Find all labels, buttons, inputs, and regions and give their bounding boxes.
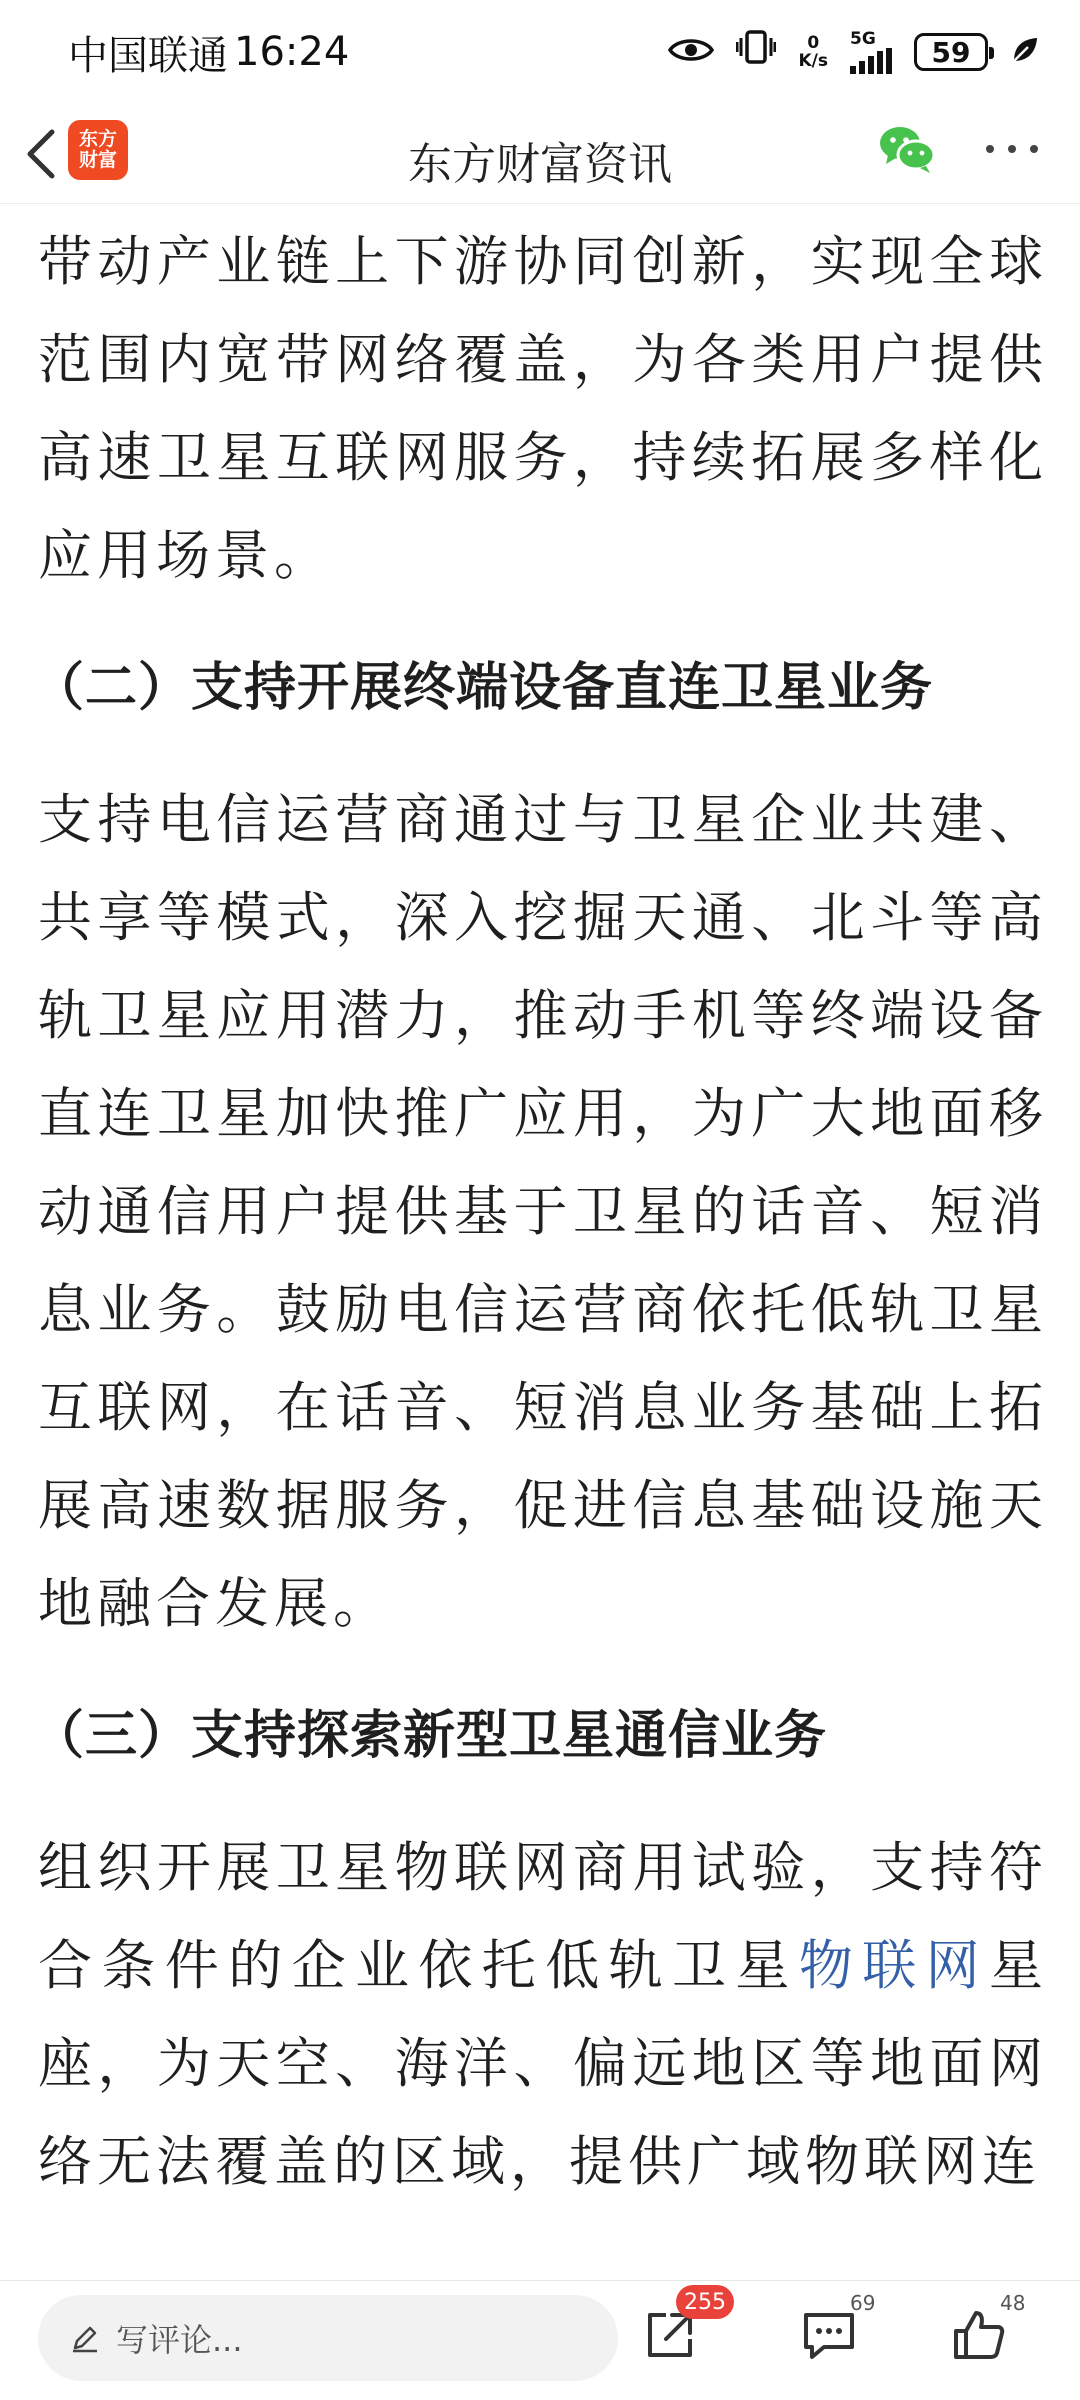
clock: 16:24 xyxy=(234,29,350,75)
more-options-button[interactable] xyxy=(986,134,1038,164)
like-button[interactable] xyxy=(950,2291,1026,2367)
keyword-link[interactable]: 物联网 xyxy=(798,1934,990,1997)
article-content[interactable] xyxy=(0,205,1080,2280)
back-button[interactable] xyxy=(22,128,62,180)
battery-icon xyxy=(914,33,988,71)
article-paragraph xyxy=(38,1819,1048,2211)
section-heading: （二）支持开展终端设备直连卫星业务 xyxy=(32,658,934,718)
leaf-icon xyxy=(1010,29,1040,75)
carrier-name: 中国联通 xyxy=(68,32,228,79)
article-paragraph: 支持电信运营商通过与卫星企业共建、共享等模式，深入挖掘天通、北斗等高轨卫星应用潜力，推动手机等终端设备直连卫星加快推广应用，为广大地面移动通信用户提供基于卫星的话音、短消息业务。鼓励电信运营商依托低轨卫星互联网，在话音、短消息业务基础上拓展高速数据服务，促进信息基础设施天地融合发展。 xyxy=(38,788,1048,1635)
article-paragraph: 带动产业链上下游协同创新，实现全球范围内宽带网络覆盖，为各类用户提供高速卫星互联网服务，持续拓展多样化应用场景。 xyxy=(38,230,1048,587)
like-count: 48 xyxy=(1000,2291,1026,2315)
wechat-icon xyxy=(878,122,936,176)
chevron-left-icon xyxy=(22,128,62,180)
article-body xyxy=(32,205,1049,2245)
comment-count: 69 xyxy=(850,2291,876,2315)
eye-icon xyxy=(668,29,714,75)
signal-bars-icon xyxy=(850,48,892,74)
network-type: 5G xyxy=(850,29,876,49)
share-count-badge: 255 xyxy=(676,2285,734,2319)
comment-input[interactable] xyxy=(38,2295,618,2381)
app-logo[interactable] xyxy=(68,120,128,180)
thumbs-up-icon xyxy=(950,2307,1006,2363)
comments-button[interactable] xyxy=(800,2291,876,2367)
vibrate-icon xyxy=(736,29,776,75)
page-title: 东方财富资讯 xyxy=(408,139,672,190)
bottom-action-bar xyxy=(0,2280,1080,2400)
comment-placeholder: 写评论... xyxy=(116,2321,243,2359)
logo-text-bottom: 财富 xyxy=(78,149,117,171)
more-dot-icon xyxy=(1030,145,1038,153)
logo-text-top: 东方 xyxy=(78,128,117,150)
battery-level: 59 xyxy=(931,35,971,69)
nav-bar xyxy=(0,104,1080,204)
speed-unit: K/s xyxy=(798,51,828,71)
more-dot-icon xyxy=(986,145,994,153)
more-dot-icon xyxy=(1008,145,1016,153)
speed-value: 0 xyxy=(807,33,820,53)
network-speed xyxy=(798,34,828,70)
paragraph-text: 星座，为天空、海洋、偏远地区等地面网络无法覆盖的区域，提供广域物联网连 xyxy=(38,1934,1049,2193)
pencil-icon xyxy=(70,2323,100,2353)
status-left xyxy=(68,24,349,81)
status-bar xyxy=(0,0,1080,104)
paragraph-text: 组织开展卫星物联网商用试验，支持符合条件的企业依托低轨卫星 xyxy=(38,1836,1048,1997)
share-button[interactable] xyxy=(642,2289,726,2367)
signal-indicator xyxy=(850,30,892,74)
comment-bubble-icon xyxy=(800,2307,858,2363)
section-heading: （三）支持探索新型卫星通信业务 xyxy=(32,1706,828,1766)
wechat-share-button[interactable] xyxy=(878,122,936,176)
status-icons xyxy=(668,29,1040,75)
